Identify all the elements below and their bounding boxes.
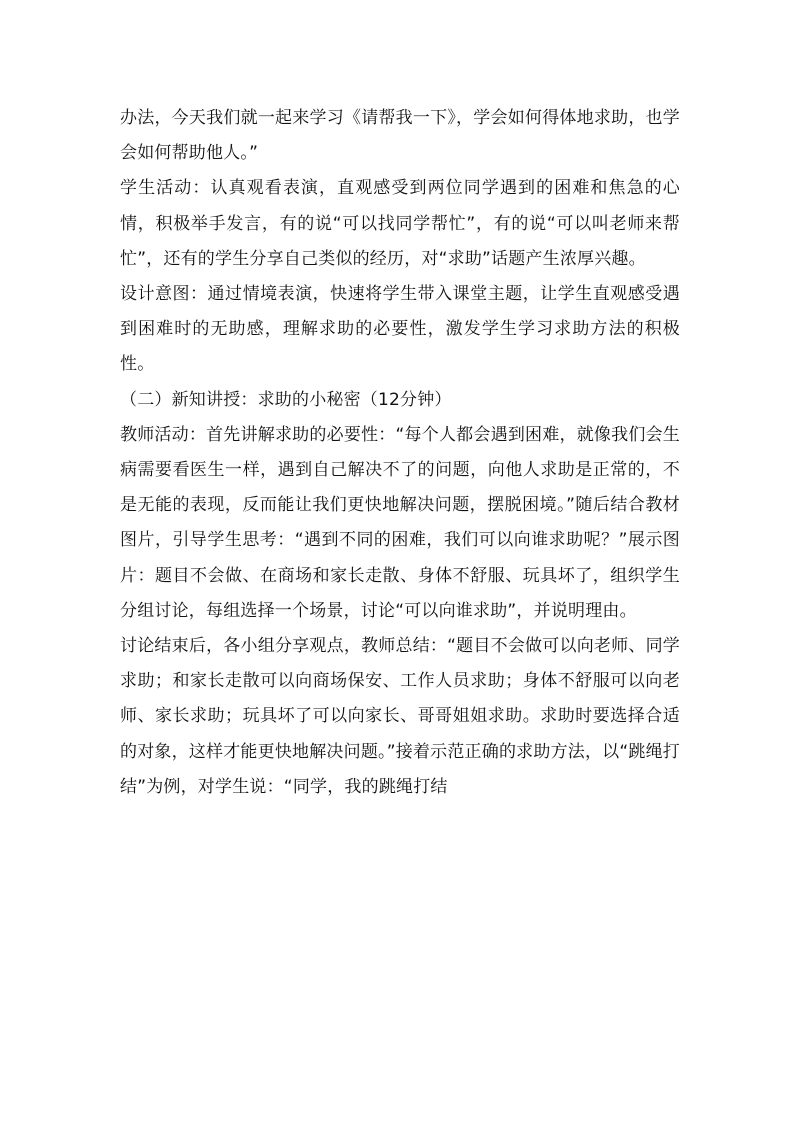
section-heading-new-knowledge: （二）新知讲授：求助的小秘密（12分钟） <box>120 389 452 410</box>
paragraph-teacher-activity: 教师活动：首先讲解求助的必要性：“每个人都会遇到困难，就像我们会生病需要看医生一样，遇到自己解决不了的问题，向他人求助是正常的，不是无能的表现，反而能让我们更快地解决问题，摆脱困境。”随后结合教材图片，引导学生思考：“遇到不同的困难，我们可以向谁求助呢？”展示图片：题目不会做、在商场和家长走散、身体不舒服、玩具坏了，组织学生分组讨论，每组选择一个场景，讨论“可以向谁求助”，并说明理由。 <box>120 424 680 621</box>
paragraph-opening-quote: 办法，今天我们就一起来学习《请帮我一下》，学会如何得体地求助，也学会如何帮助他人。” <box>120 108 680 164</box>
paragraph-student-activity: 学生活动：认真观看表演，直观感受到两位同学遇到的困难和焦急的心情，积极举手发言，有的说“可以找同学帮忙”，有的说“可以叫老师来帮忙”，还有的学生分享自己类似的经历，对“求助”话题产生浓厚兴趣。 <box>120 178 680 269</box>
document-body <box>120 101 680 805</box>
paragraph-discussion-summary: 讨论结束后，各小组分享观点，教师总结：“题目不会做可以向老师、同学求助；和家长走散可以向商场保安、工作人员求助；身体不舒服可以向老师、家长求助；玩具坏了可以向家长、哥哥姐姐求助。求助时要选择合适的对象，这样才能更快地解决问题。”接着示范正确的求助方法，以“跳绳打结”为例，对学生说：“同学，我的跳绳打结 <box>120 636 680 797</box>
paragraph-design-intent: 设计意图：通过情境表演，快速将学生带入课堂主题，让学生直观感受遇到困难时的无助感，理解求助的必要性，激发学生学习求助方法的积极性。 <box>120 284 680 375</box>
